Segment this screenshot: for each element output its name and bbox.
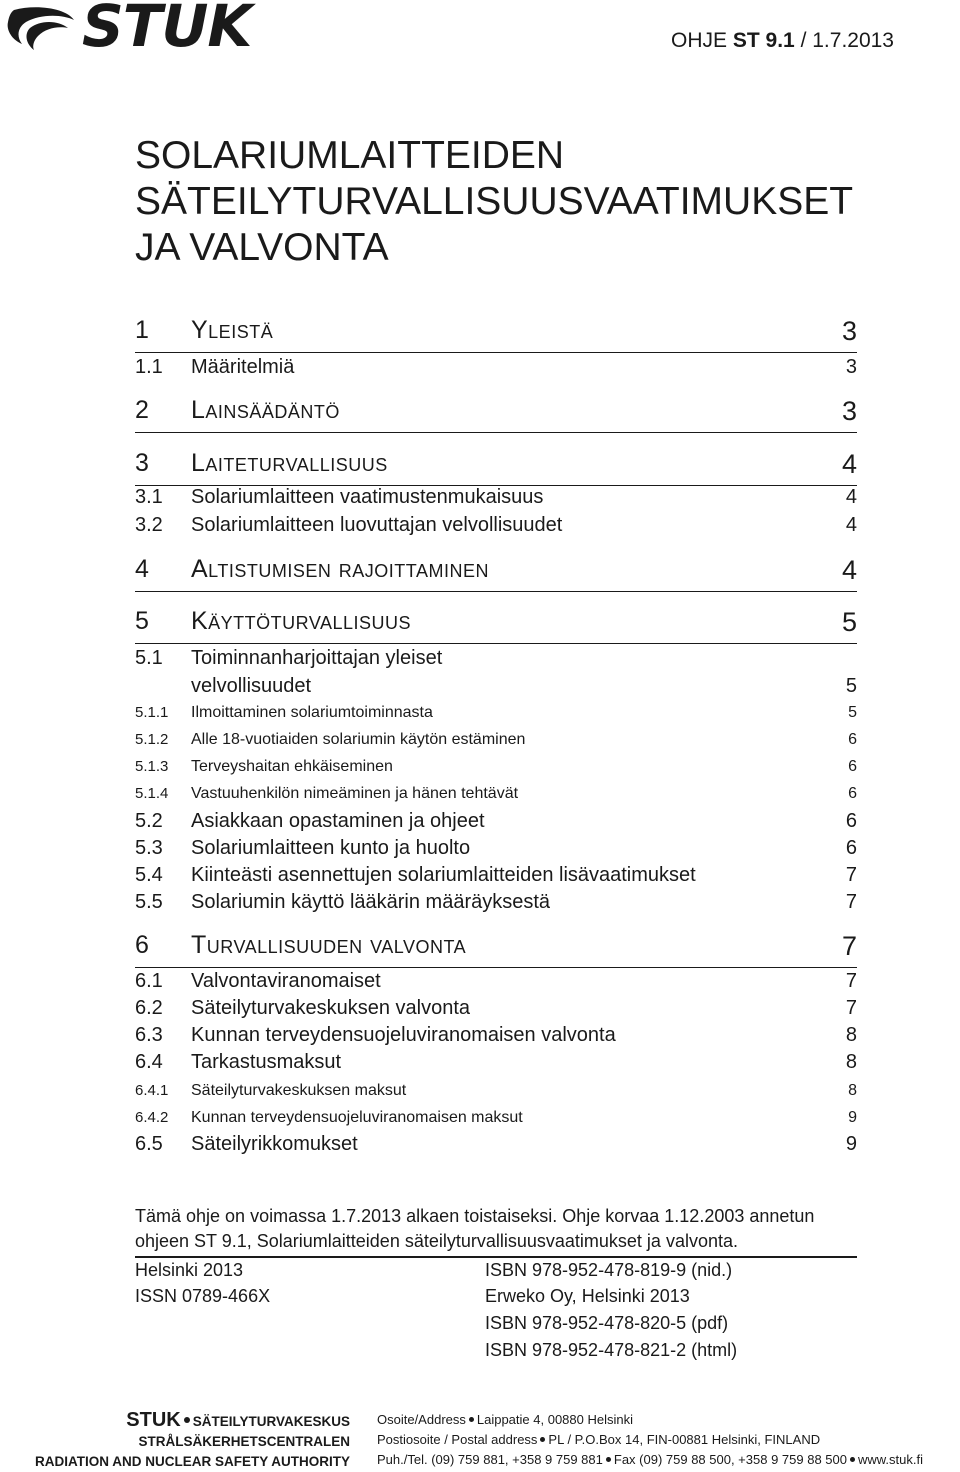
doc-date: / 1.7.2013 xyxy=(800,29,894,52)
toc-page-number: 9 xyxy=(848,1109,857,1126)
bullet-icon xyxy=(606,1457,611,1462)
toc-title: Kunnan terveydensuojeluviranomaisen maksut xyxy=(191,1109,523,1126)
toc-page-number: 8 xyxy=(848,1082,857,1099)
toc-title: Ilmoittaminen solariumtoiminnasta xyxy=(191,704,433,721)
toc-page-number: 8 xyxy=(845,1051,857,1073)
toc-page-number: 6 xyxy=(845,810,857,832)
toc-section xyxy=(135,607,857,644)
title-line: JA VALVONTA xyxy=(135,226,389,269)
title-line: SOLARIUMLAITTEIDEN xyxy=(135,134,565,177)
toc-title: Tarkastusmaksut xyxy=(191,1051,342,1073)
toc-title: Säteilyturvakeskuksen maksut xyxy=(191,1082,407,1099)
website-link[interactable]: www.stuk.fi xyxy=(857,1452,923,1467)
toc-page-number: 9 xyxy=(845,1133,857,1155)
toc-section xyxy=(135,449,857,486)
toc-page-number: 3 xyxy=(845,356,857,378)
toc-number: 3.2 xyxy=(135,514,163,536)
toc-section xyxy=(135,931,857,968)
toc-title: Yleistä xyxy=(191,316,274,344)
toc-number: 3 xyxy=(135,449,149,477)
toc-page-number: 4 xyxy=(841,555,857,585)
toc-number: 6.2 xyxy=(135,997,163,1019)
toc-page-number: 6 xyxy=(848,731,857,748)
toc-title: Solariumin käyttö lääkärin määräyksestä xyxy=(191,891,551,913)
toc-page-number: 7 xyxy=(841,931,857,961)
toc-title: Solariumlaitteen vaatimustenmukaisuus xyxy=(191,486,544,508)
toc-number: 1 xyxy=(135,316,149,344)
toc-number: 5.1.4 xyxy=(135,785,169,802)
toc-page-number: 3 xyxy=(841,316,857,346)
toc-page-number: 5 xyxy=(841,607,857,637)
toc-number: 6.4.2 xyxy=(135,1109,169,1126)
toc-page-number: 5 xyxy=(845,675,857,697)
toc-title: Säteilyrikkomukset xyxy=(191,1133,358,1155)
toc-page-number: 5 xyxy=(848,704,857,721)
toc-title: Säteilyturvakeskuksen valvonta xyxy=(191,997,471,1019)
toc-title: Kiinteästi asennettujen solariumlaitteiden lisävaatimukset xyxy=(191,864,696,886)
footer-swedish-name: STRÅLSÄKERHETSCENTRALEN xyxy=(138,1434,350,1449)
bullet-icon xyxy=(540,1437,545,1442)
bullet-icon xyxy=(850,1457,855,1462)
toc-title: Turvallisuuden valvonta xyxy=(191,931,467,959)
footer-contact xyxy=(377,1410,923,1470)
toc-title: Valvontaviranomaiset xyxy=(191,970,381,992)
toc-number: 6.3 xyxy=(135,1024,163,1046)
bullet-icon xyxy=(184,1417,190,1423)
toc-number: 2 xyxy=(135,396,149,424)
toc-number: 5.1.1 xyxy=(135,704,169,721)
toc-number: 5.1.3 xyxy=(135,758,169,775)
toc-number: 5.5 xyxy=(135,891,163,913)
toc-number: 6.5 xyxy=(135,1133,163,1155)
toc-page-number: 6 xyxy=(848,758,857,775)
toc-page-number: 4 xyxy=(845,486,857,508)
toc-number: 4 xyxy=(135,555,149,583)
footer-stuk: STUK xyxy=(126,1409,181,1431)
address-label: Osoite/Address xyxy=(377,1412,466,1427)
toc-number: 5.3 xyxy=(135,837,163,859)
toc-number: 5.1 xyxy=(135,647,163,669)
toc-title: Terveyshaitan ehkäiseminen xyxy=(191,758,393,775)
document-title xyxy=(135,133,895,271)
toc-title: Solariumlaitteen kunto ja huolto xyxy=(191,837,471,859)
issn: ISSN 0789-466X xyxy=(135,1286,271,1306)
notice-line-1: Tämä ohje on voimassa 1.7.2013 alkaen toistaiseksi. Ohje korvaa 1.12.2003 annetun xyxy=(135,1206,815,1226)
toc-number: 5.1.2 xyxy=(135,731,169,748)
toc-page-number: 4 xyxy=(845,514,857,536)
toc-page-number: 7 xyxy=(845,970,857,992)
publication-place-year: Helsinki 2013 xyxy=(135,1260,244,1280)
footer-organization xyxy=(35,1410,350,1472)
footer-finnish-name: SÄTEILYTURVAKESKUS xyxy=(192,1414,350,1429)
doc-code: ST 9.1 xyxy=(732,29,795,52)
postal-label: Postiosoite / Postal address xyxy=(377,1432,538,1447)
address: Laippatie 4, 00880 Helsinki xyxy=(476,1412,633,1427)
toc-title: Laiteturvallisuus xyxy=(191,449,388,477)
toc-page-number: 6 xyxy=(848,785,857,802)
toc-number: 6.1 xyxy=(135,970,163,992)
printer: Erweko Oy, Helsinki 2013 xyxy=(485,1286,690,1306)
logo-wordmark: STUK xyxy=(82,0,252,60)
title-line: SÄTEILYTURVALLISUUSVAATIMUKSET xyxy=(135,180,854,223)
toc-number: 5 xyxy=(135,607,149,635)
isbn-pdf: ISBN 978-952-478-820-5 (pdf) xyxy=(485,1313,729,1333)
validity-notice xyxy=(135,1204,857,1254)
toc-number: 5.4 xyxy=(135,864,163,886)
toc-page-number: 3 xyxy=(841,396,857,426)
notice-line-2: ohjeen ST 9.1, Solariumlaitteiden säteilyturvallisuusvaatimukset ja valvonta. xyxy=(135,1231,738,1251)
toc-title: Kunnan terveydensuojeluviranomaisen valvonta xyxy=(191,1024,616,1046)
toc-title: Määritelmiä xyxy=(191,356,295,378)
toc-section xyxy=(135,316,857,353)
telephone: Puh./Tel. (09) 759 881, +358 9 759 881 xyxy=(377,1452,603,1467)
toc-page-number: 6 xyxy=(845,837,857,859)
stuk-logo-icon xyxy=(6,6,78,52)
toc-title: Alle 18-vuotiaiden solariumin käytön estäminen xyxy=(191,731,526,748)
toc-title-continued: velvollisuudet xyxy=(191,675,312,697)
toc-page-number: 7 xyxy=(845,891,857,913)
toc-page-number: 4 xyxy=(841,449,857,479)
notice-divider xyxy=(135,1256,857,1258)
fax: Fax (09) 759 88 500, +358 9 759 88 500 xyxy=(613,1452,847,1467)
toc-section xyxy=(135,555,857,592)
toc-title: Altistumisen rajoittaminen xyxy=(191,555,489,583)
bullet-icon xyxy=(469,1417,474,1422)
isbn-html: ISBN 978-952-478-821-2 (html) xyxy=(485,1340,738,1360)
toc-number: 6.4 xyxy=(135,1051,163,1073)
toc-number: 6 xyxy=(135,931,149,959)
isbn-print: ISBN 978-952-478-819-9 (nid.) xyxy=(485,1260,733,1280)
toc-page-number: 7 xyxy=(845,997,857,1019)
toc-title: Käyttöturvallisuus xyxy=(191,607,412,635)
toc-title: Vastuuhenkilön nimeäminen ja hänen tehtävät xyxy=(191,785,519,802)
toc-title: Asiakkaan opastaminen ja ohjeet xyxy=(191,810,485,832)
postal-box: PL / P.O.Box 14, FIN-00881 Helsinki, FINLAND xyxy=(548,1432,821,1447)
toc-number: 3.1 xyxy=(135,486,163,508)
toc-page-number: 7 xyxy=(845,864,857,886)
toc-title: Solariumlaitteen luovuttajan velvollisuudet xyxy=(191,514,563,536)
footer-english-name: RADIATION AND NUCLEAR SAFETY AUTHORITY xyxy=(35,1454,350,1469)
stuk-logo xyxy=(6,0,252,60)
toc-title: Toiminnanharjoittajan yleiset xyxy=(191,647,443,669)
doc-prefix: OHJE xyxy=(671,29,728,52)
toc-title: Lainsäädäntö xyxy=(191,396,340,424)
document-identifier xyxy=(671,29,894,53)
toc-number: 6.4.1 xyxy=(135,1082,169,1099)
toc-entry xyxy=(135,647,857,703)
toc-page-number: 8 xyxy=(845,1024,857,1046)
toc-number: 5.2 xyxy=(135,810,163,832)
toc-section xyxy=(135,396,857,433)
toc-number: 1.1 xyxy=(135,356,163,378)
